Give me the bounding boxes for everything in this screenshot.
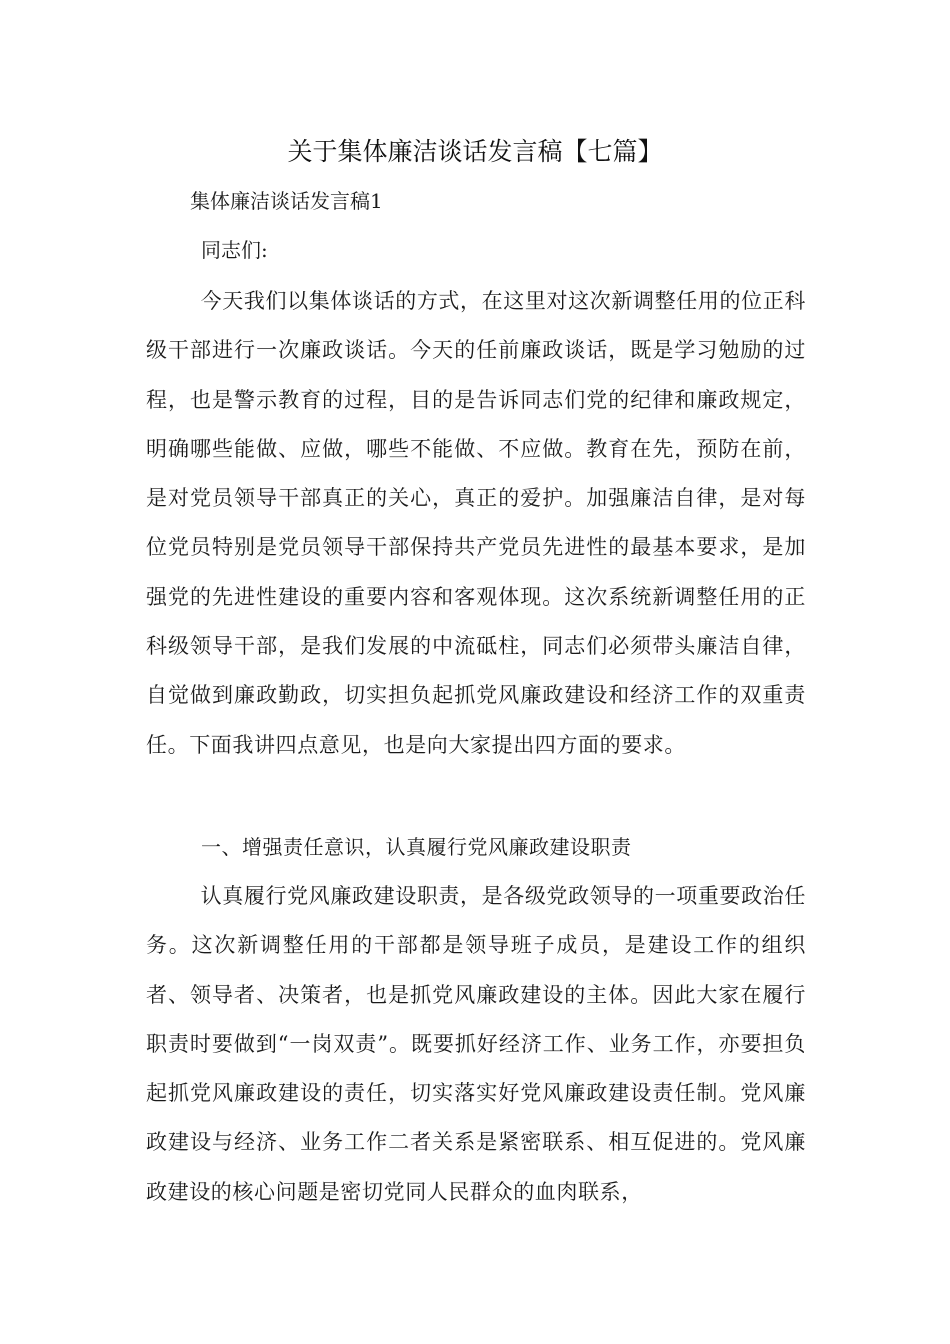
salutation: 同志们:: [201, 238, 268, 262]
document-subtitle: 集体廉洁谈话发言稿1: [190, 189, 383, 213]
document-title: 关于集体廉洁谈话发言稿【七篇】: [287, 137, 663, 166]
section-heading: 一、增强责任意识，认真履行党风廉政建设职责: [201, 835, 632, 859]
body-paragraph: 今天我们以集体谈话的方式，在这里对这次新调整任用的位正科级干部进行一次廉政谈话。今天的任前廉政谈话，既是学习勉励的过程，也是警示教育的过程，目的是告诉同志们党的纪律和廉政规定，明确哪些能做、应做，哪些不能做、不应做。教育在先，预防在前，是对党员领导干部真正的关心，真正的爱护。加强廉洁自律，是对每位党员特别是党员领导干部保持共产党员先进性的最基本要求，是加强党的先进性建设的重要内容和客观体现。这次系统新调整任用的正科级领导干部，是我们发展的中流砥柱，同志们必须带头廉洁自律，自觉做到廉政勤政，切实担负起抓党风廉政建设和经济工作的双重责任。下面我讲四点意见，也是向大家提出四方面的要求。: [146, 289, 806, 757]
body-paragraph: 认真履行党风廉政建设职责，是各级党政领导的一项重要政治任务。这次新调整任用的干部都是领导班子成员，是建设工作的组织者、领导者、决策者，也是抓党风廉政建设的主体。因此大家在履行职责时要做到“一岗双责”。既要抓好经济工作、业务工作，亦要担负起抓党风廉政建设的责任，切实落实好党风廉政建设责任制。党风廉政建设与经济、业务工作二者关系是紧密联系、相互促进的。党风廉政建设的核心问题是密切党同人民群众的血肉联系，: [146, 884, 806, 1204]
